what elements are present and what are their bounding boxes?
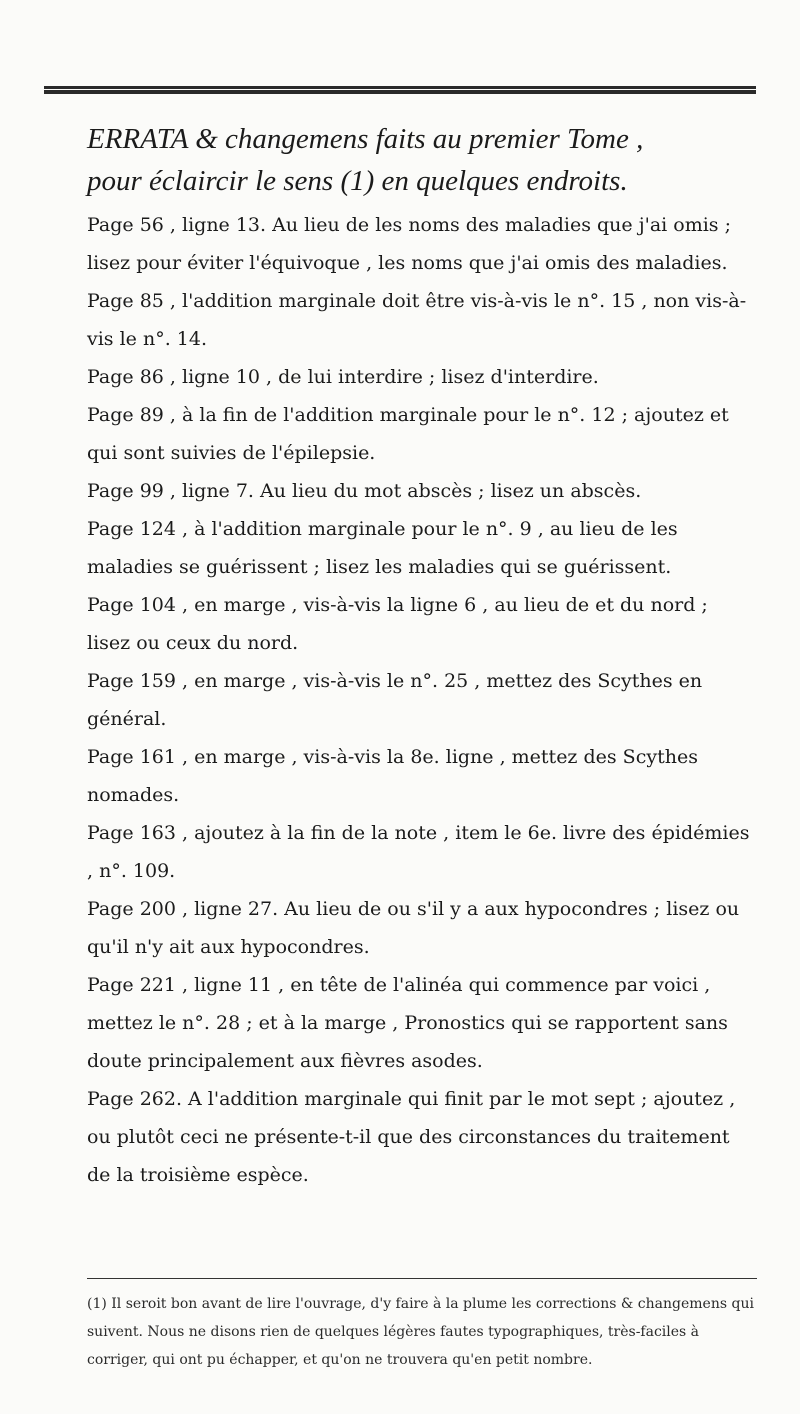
errata-entry: Page 159 , en marge , vis-à-vis le n°. 25 , mettez des Scythes en général. <box>87 670 703 730</box>
errata-header <box>87 118 757 202</box>
top-rule <box>44 86 756 94</box>
errata-entry: Page 163 , ajoutez à la fin de la note , item le 6e. livre des épidémies , n°. 109. <box>87 822 750 882</box>
errata-list <box>87 206 757 1194</box>
header-title-line1: ERRATA & changemens faits au premier Tome , <box>87 123 644 155</box>
errata-entry: Page 104 , en marge , vis-à-vis la ligne 6 , au lieu de et du nord ; lisez ou ceux du nord. <box>87 594 708 654</box>
errata-entry: Page 89 , à la fin de l'addition marginale pour le n°. 12 ; ajoutez et qui sont suivies de l'épilepsie. <box>87 404 729 464</box>
errata-entry: Page 86 , ligne 10 , de lui interdire ; lisez d'interdire. <box>87 366 599 388</box>
header-title-line2: pour éclaircir le sens (1) en quelques endroits. <box>87 165 628 197</box>
errata-entry: Page 221 , ligne 11 , en tête de l'alinéa qui commence par voici , mettez le n°. 28 ; et à la marge , Pronostics qui se rapportent sans doute principalement aux fièvres asodes. <box>87 974 728 1072</box>
errata-entry: Page 161 , en marge , vis-à-vis la 8e. ligne , mettez des Scythes nomades. <box>87 746 698 806</box>
errata-entry: Page 85 , l'addition marginale doit être vis-à-vis le n°. 15 , non vis-à-vis le n°. 14. <box>87 290 747 350</box>
errata-entry: Page 200 , ligne 27. Au lieu de ou s'il y a aux hypocondres ; lisez ou qu'il n'y ait aux hypocondres. <box>87 898 740 958</box>
errata-entry: Page 262. A l'addition marginale qui finit par le mot sept ; ajoutez , ou plutôt ceci ne présente-t-il que des circonstances du traitement de la troisième espèce. <box>87 1088 736 1186</box>
errata-entry: Page 99 , ligne 7. Au lieu du mot abscès ; lisez un abscès. <box>87 480 642 502</box>
errata-entry: Page 56 , ligne 13. Au lieu de les noms des maladies que j'ai omis ; lisez pour éviter l'équivoque , les noms que j'ai omis des maladies. <box>87 214 731 274</box>
errata-entry: Page 124 , à l'addition marginale pour le n°. 9 , au lieu de les maladies se guérissent ; lisez les maladies qui se guérissent. <box>87 518 678 578</box>
footnote: (1) Il seroit bon avant de lire l'ouvrage, d'y faire à la plume les corrections & changemens qui suivent. Nous ne disons rien de quelques légères fautes typographiques, très-faciles à corriger, qui ont pu échapper, et qu'on ne trouvera qu'en petit nombre. <box>87 1296 754 1368</box>
footnote-rule <box>87 1278 757 1279</box>
